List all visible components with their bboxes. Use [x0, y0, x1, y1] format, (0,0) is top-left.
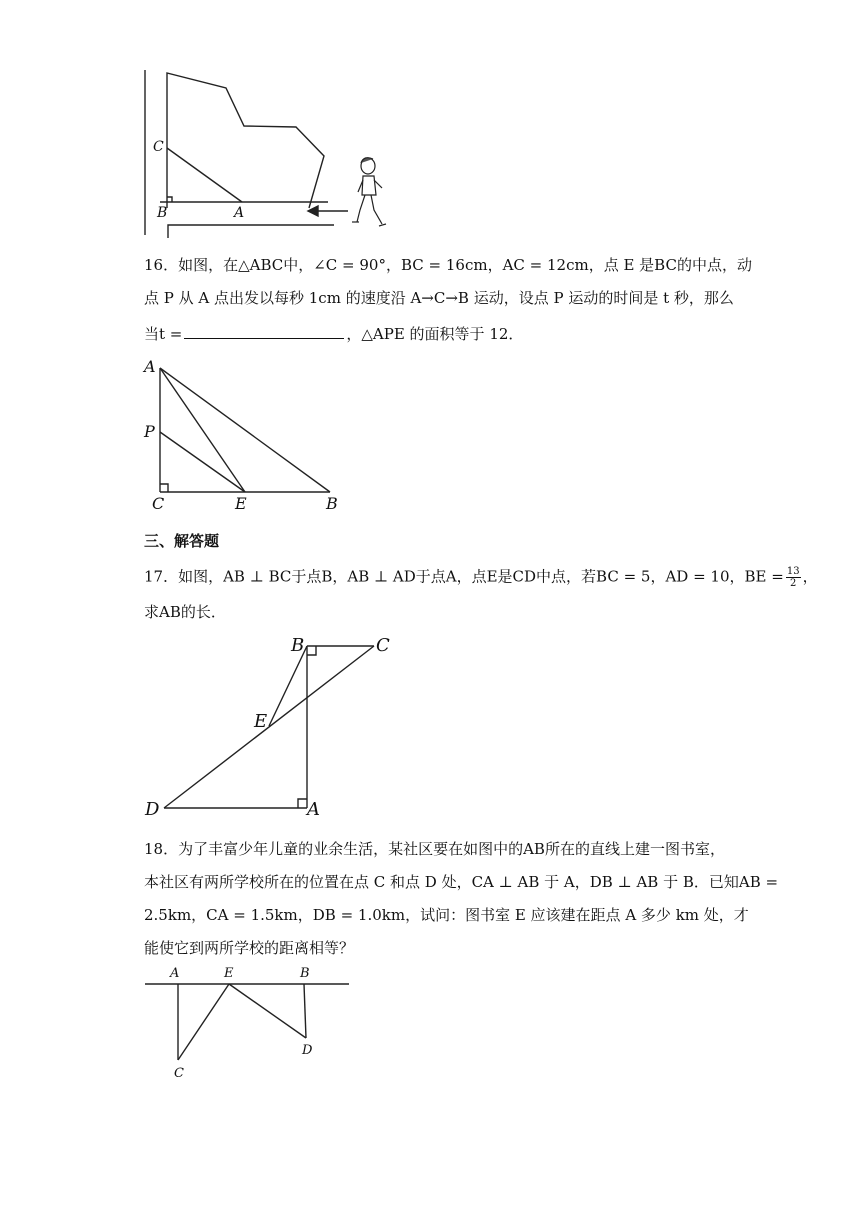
building-outline — [167, 73, 324, 208]
figure-q18 — [140, 962, 355, 1084]
label-C: C — [376, 635, 390, 656]
walking-person-icon — [352, 158, 386, 226]
segment-PE — [160, 432, 245, 492]
label-E: E — [254, 711, 268, 732]
label-A: A — [170, 966, 180, 981]
label-D: D — [145, 799, 160, 820]
label-B: B — [291, 635, 305, 656]
q18-line1: 18．为了丰富少年儿童的业余生活，某社区要在如图中的AB所在的直线上建一图书室， — [144, 840, 725, 858]
label-B: B — [157, 205, 168, 221]
segment-DB — [304, 984, 306, 1038]
figure-q16 — [135, 352, 355, 512]
section-heading: 三、解答题 — [144, 532, 220, 550]
segment-BE — [269, 646, 307, 726]
label-A: A — [144, 357, 156, 376]
right-angle-mark — [160, 484, 168, 492]
figure-q15 — [130, 60, 410, 245]
fraction-denominator: 2 — [790, 578, 797, 589]
q16-line2: 点 P 从 A 点出发以每秒 1cm 的速度沿 A→C→B 运动，设点 P 运动的时间是 t 秒，那么 — [144, 289, 734, 307]
q18-line3: 2.5km，CA = 1.5km，DB = 1.0km，试问：图书室 E 应该建在距点 A 多少 km 处，才 — [144, 906, 749, 924]
q16-line3 — [144, 324, 523, 342]
q16-line3-suffix: ，△APE 的面积等于 12． — [346, 325, 524, 343]
segment-CD — [164, 646, 374, 808]
label-P: P — [144, 422, 155, 441]
label-B: B — [300, 966, 310, 981]
fraction-13-over-2 — [786, 566, 801, 589]
segment-AE — [160, 368, 245, 492]
q16-line1: 16．如图，在△ABC中，∠C = 90°，BC = 16cm，AC = 12cm，点 E 是BC的中点，动 — [144, 256, 752, 274]
label-C: C — [153, 139, 164, 155]
label-C: C — [174, 1066, 184, 1081]
segment-CE — [178, 984, 229, 1060]
q18-line2: 本社区有两所学校所在的位置在点 C 和点 D 处，CA ⊥ AB 于 A，DB ⊥ AB 于 B．已知AB = — [144, 873, 779, 891]
answer-blank[interactable] — [184, 324, 344, 339]
label-A: A — [234, 205, 245, 221]
label-B: B — [326, 494, 338, 513]
label-A: A — [307, 799, 320, 820]
segment-CA — [167, 148, 242, 202]
q18-line4: 能使它到两所学校的距离相等？ — [144, 939, 355, 957]
fraction-numerator: 13 — [786, 566, 800, 577]
segment-ED — [229, 984, 306, 1038]
label-D: D — [302, 1043, 313, 1058]
figure-q17 — [140, 628, 400, 820]
right-angle-mark-B — [307, 646, 316, 655]
q17-line1 — [144, 566, 818, 589]
right-angle-mark — [167, 197, 172, 202]
bottom-wall-line — [168, 225, 334, 238]
q16-line3-prefix: 当t = — [144, 325, 183, 343]
label-E: E — [235, 494, 247, 513]
q17-line1-end: ， — [802, 567, 818, 586]
right-angle-mark-A — [298, 799, 307, 808]
q17-line2: 求AB的长． — [144, 603, 226, 621]
label-E: E — [224, 966, 234, 981]
side-AB — [160, 368, 330, 492]
q17-line1-text: 17．如图，AB ⊥ BC于点B，AB ⊥ AD于点A，点E是CD中点，若BC = 5，AD = 10，BE = — [144, 567, 784, 586]
label-C: C — [152, 494, 165, 513]
